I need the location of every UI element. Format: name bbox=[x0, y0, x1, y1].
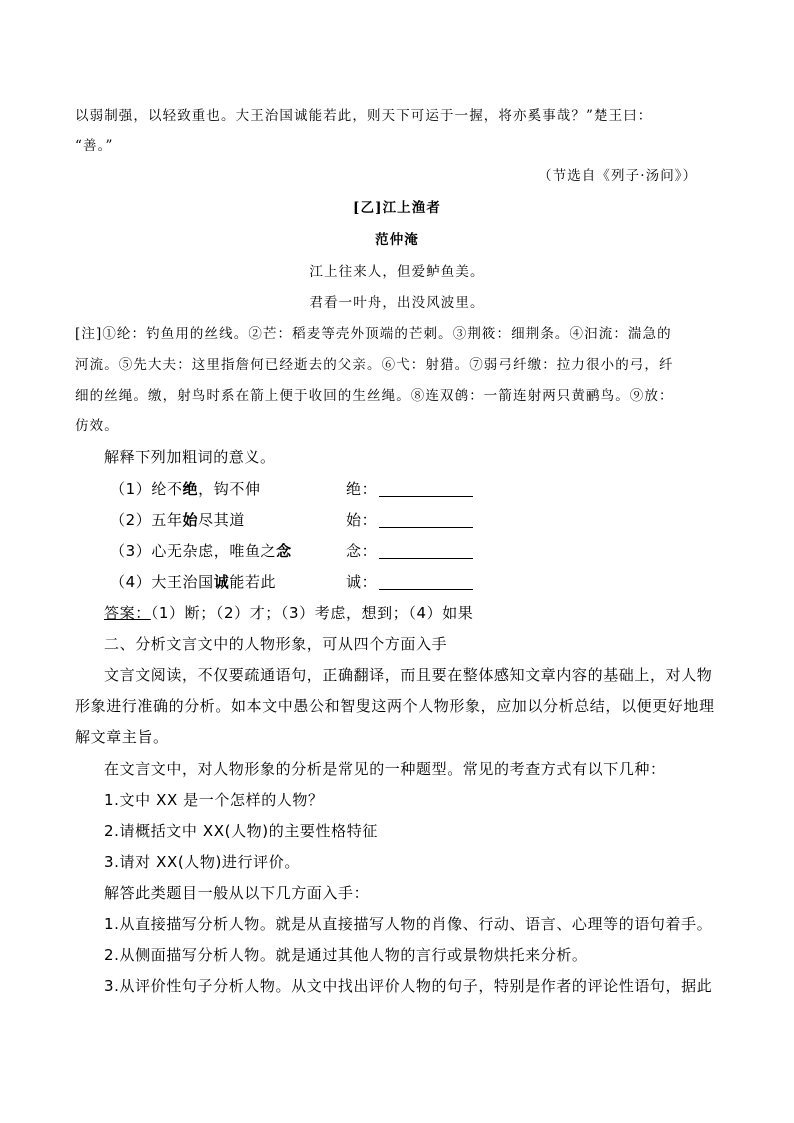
note-line: 河流。⑤先大夫：这里指詹何已经逝去的父亲。⑥弋：射猎。⑦弱弓纤缴：拉力很小的弓，纤 bbox=[75, 357, 674, 373]
paragraph-line: 形象进行准确的分析。如本文中愚公和智叟这两个人物形象，应加以分析总结，以便更好地理 bbox=[75, 697, 715, 715]
answer-blank[interactable] bbox=[379, 543, 473, 559]
passage-jia-line: 以弱制强，以轻致重也。大王治国诚能若此，则天下可运于一握，将亦奚事哉？”楚王曰： bbox=[75, 108, 653, 124]
poem-title: [乙]江上渔者 bbox=[353, 200, 441, 216]
method-item: 2.从侧面描写分析人物。就是通过其他人物的言行或景物烘托来分析。 bbox=[104, 946, 588, 964]
note-line: [注]①纶：钓鱼用的丝线。②芒：稻麦等壳外顶端的芒刺。③荆筱：细荆条。④汩流：湍急的 bbox=[75, 326, 672, 342]
bold-word: 始 bbox=[182, 511, 199, 529]
poem-author: 范仲淹 bbox=[375, 232, 419, 248]
exercise-item: （4）大王治国诚能若此 bbox=[110, 573, 277, 591]
passage-jia-line: “善。” bbox=[75, 138, 114, 154]
question-type: 2.请概括文中 XX(人物)的主要性格特征 bbox=[104, 822, 378, 840]
exercise-item: （3）心无杂虑，唯鱼之念 bbox=[110, 542, 292, 560]
note-line: 细的丝绳。缴，射鸟时系在箭上便于收回的生丝绳。⑧连双鸧：一箭连射两只黄鹂鸟。⑨放： bbox=[75, 388, 674, 404]
answer-label: 答案： bbox=[104, 604, 151, 622]
answer-blank-row: 始： bbox=[346, 509, 473, 530]
answer-blank-row: 绝： bbox=[346, 478, 473, 499]
answer-blank[interactable] bbox=[379, 512, 473, 528]
poem-line: 江上往来人，但爱鲈鱼美。 bbox=[309, 264, 485, 280]
paragraph-line: 文言文阅读，不仅要疏通语句，正确翻译，而且要在整体感知文章内容的基础上，对人物 bbox=[104, 666, 713, 684]
paragraph-line: 在文言文中，对人物形象的分析是常见的一种题型。常见的考查方式有以下几种： bbox=[104, 760, 666, 778]
answer-text: （1）断；（2）才；（3）考虑，想到；（4）如果 bbox=[150, 604, 474, 622]
bold-word: 念 bbox=[276, 542, 292, 560]
answer-blank[interactable] bbox=[379, 481, 473, 497]
paragraph-line: 解文章主旨。 bbox=[75, 728, 169, 746]
bold-word: 绝 bbox=[182, 480, 199, 498]
poem-line: 君看一叶舟，出没风波里。 bbox=[309, 295, 485, 311]
exercise-item: （2）五年始尽其道 bbox=[110, 511, 245, 529]
question-type: 1.文中 XX 是一个怎样的人物？ bbox=[104, 791, 324, 809]
section-heading: 二、分析文言文中的人物形象，可从四个方面入手 bbox=[104, 635, 448, 653]
note-line: 仿效。 bbox=[75, 418, 119, 434]
answer-blank-row: 念： bbox=[346, 540, 473, 561]
exercise-item: （1）纶不绝，钩不伸 bbox=[110, 480, 261, 498]
answer-blank-row: 诚： bbox=[346, 571, 473, 592]
bold-word: 诚 bbox=[213, 573, 230, 591]
method-item: 1.从直接描写分析人物。就是从直接描写人物的肖像、行动、语言、心理等的语句着手。 bbox=[104, 915, 713, 933]
question-type: 3.请对 XX(人物)进行评价。 bbox=[104, 853, 300, 871]
passage-jia-source: （节选自《列子·汤问》） bbox=[538, 168, 698, 184]
paragraph-line: 解答此类题目一般从以下几方面入手： bbox=[104, 884, 370, 902]
exercise-instruction: 解释下列加粗词的意义。 bbox=[104, 448, 276, 466]
method-item: 3.从评价性句子分析人物。从文中找出评价人物的句子，特别是作者的评论性语句，据此 bbox=[104, 977, 713, 995]
answer-blank[interactable] bbox=[379, 574, 473, 590]
answer-line bbox=[104, 602, 473, 623]
